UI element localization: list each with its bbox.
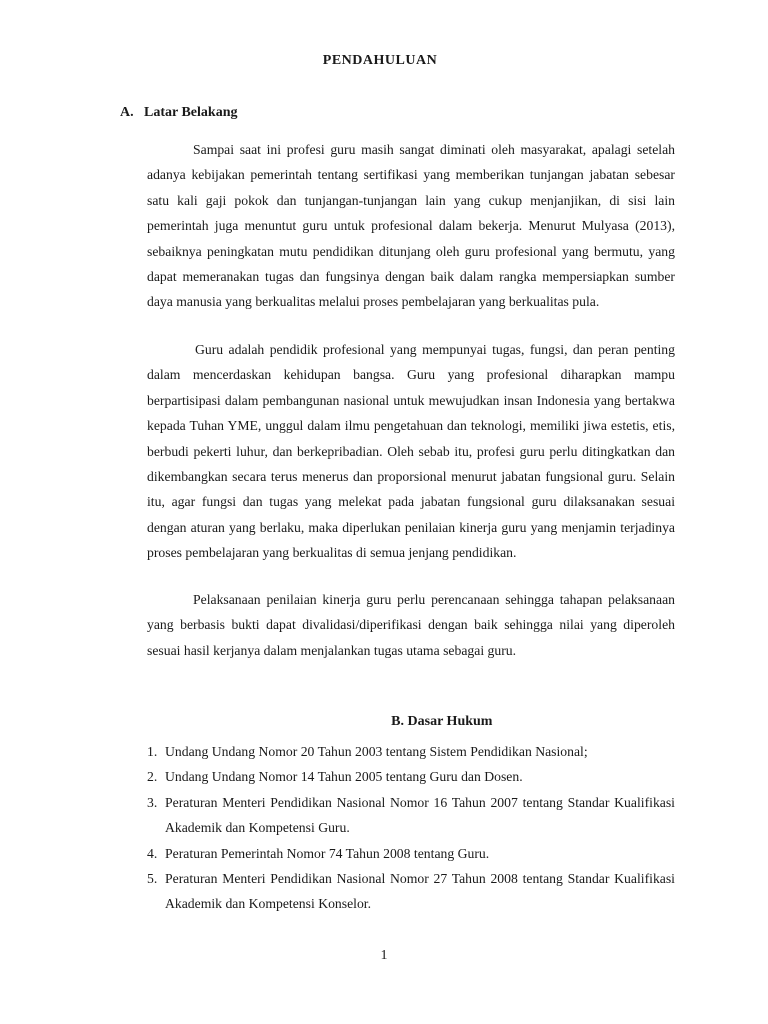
section-b-heading: [0, 714, 760, 730]
paragraph-1: Sampai saat ini profesi guru masih sangat diminati oleh masyarakat, apalagi setelah adanya kebijakan pemerintah tentang sertifikasi yang memberikan tunjangan jabatan sebesar satu kali gaji pokok dan tunjangan-tunjangan lain yang cukup menjanjikan, di sisi lain pemerintah juga menuntut guru untuk profesional dalam bekerja. Menurut Mulyasa (2013), sebaiknya peningkatan mutu pendidikan ditunjang oleh guru profesional yang bermutu, yang dapat memeranakan tugas dan fungsinya dengan baik dalam rangka mempersiapkan sumber daya manusia yang berkualitas melalui proses pembelajaran yang berkualitas pula.: [147, 142, 675, 310]
list-item-number: 2.: [147, 769, 158, 785]
paragraph-3: Pelaksanaan penilaian kinerja guru perlu perencanaan sehingga tahapan pelaksanaan yang berbasis bukti dapat divalidasi/diperifikasi dengan baik sehingga nilai yang diperoleh sesuai hasil kerjanya dalam menjalankan tugas utama sebagai guru.: [147, 592, 675, 658]
list-item-text: Peraturan Menteri Pendidikan Nasional Nomor 16 Tahun 2007 tentang Standar Kualifikasi Akademik dan Kompetensi Guru.: [165, 794, 675, 836]
list-item: [147, 790, 675, 841]
list-item-number: 1.: [147, 744, 158, 759]
list-item: [147, 866, 675, 917]
section-b-number: B.: [391, 714, 404, 729]
list-item-number: 5.: [147, 871, 158, 887]
page-number: 1: [380, 948, 388, 963]
list-item-text: Peraturan Pemerintah Nomor 74 Tahun 2008 tentang Guru.: [165, 845, 490, 861]
legal-basis-list: [147, 739, 675, 917]
section-a-title: Latar Belakang: [144, 105, 238, 120]
list-item: [147, 764, 675, 789]
list-item-number: 4.: [147, 845, 158, 861]
section-b-title: Dasar Hukum: [407, 714, 493, 729]
list-item-text: Undang Undang Nomor 20 Tahun 2003 tentang Sistem Pendidikan Nasional;: [165, 744, 588, 759]
list-item: [147, 739, 675, 764]
section-a-heading: [120, 105, 237, 121]
list-item: [147, 841, 675, 866]
list-item-text: Undang Undang Nomor 14 Tahun 2005 tentang Guru dan Dosen.: [165, 769, 523, 785]
list-item-number: 3.: [147, 794, 158, 810]
paragraph-2: Guru adalah pendidik profesional yang mempunyai tugas, fungsi, dan peran penting dalam mencerdaskan kehidupan bangsa. Guru yang profesional diharapkan mampu berpartisipasi dalam pembangunan nasional untuk mewujudkan insan Indonesia yang bertakwa kepada Tuhan YME, unggul dalam ilmu pengetahuan dan teknologi, memiliki jiwa estetis, etis, berbudi pekerti luhur, dan berkepribadian. Oleh sebab itu, profesi guru perlu ditingkatkan dan dikembangkan secara terus menerus dan proporsional menurut jabatan fungsional guru. Selain itu, agar fungsi dan tugas yang melekat pada jabatan fungsional guru dilaksanakan sesuai dengan aturan yang berlaku, maka diperlukan penilaian kinerja guru yang menjamin terjadinya proses pembelajaran yang berkualitas di semua jenjang pendidikan.: [147, 342, 675, 561]
list-item-text: Peraturan Menteri Pendidikan Nasional Nomor 27 Tahun 2008 tentang Standar Kualifikasi Akademik dan Kompetensi Konselor.: [165, 871, 675, 912]
section-a-number: A.: [120, 105, 134, 120]
page-title: PENDAHULUAN: [322, 53, 438, 68]
